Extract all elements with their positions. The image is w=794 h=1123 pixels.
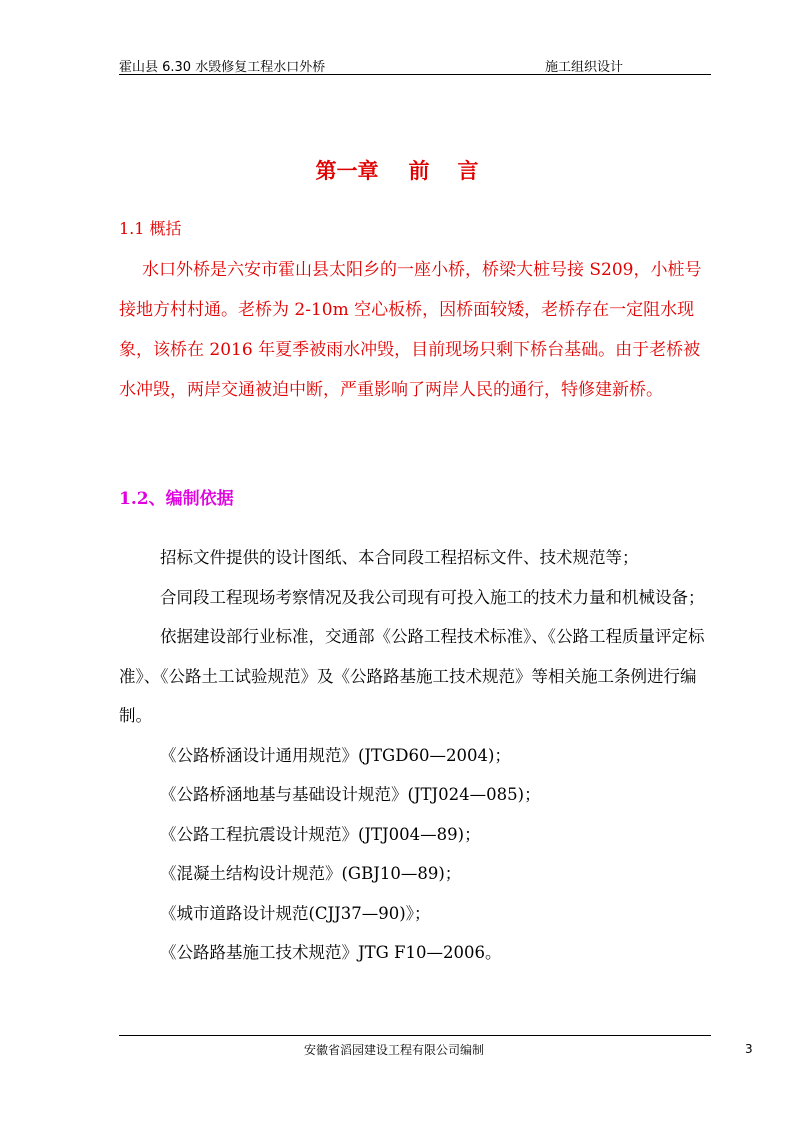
chapter-title (0, 155, 794, 185)
reference-item: 《公路路基施工技术规范》JTG F10—2006。 (160, 943, 502, 962)
page-header (119, 52, 711, 75)
chapter-title-char-2: 言 (457, 158, 479, 183)
reference-item: 《公路桥涵设计通用规范》(JTGD60—2004)； (160, 745, 511, 765)
chapter-title-char-1: 前 (408, 158, 430, 183)
page-footer (119, 1035, 711, 1057)
header-doc-type: 施工组织设计 (545, 60, 624, 75)
reference-item: 《城市道路设计规范(CJJ37—90)》； (160, 903, 431, 923)
chapter-number: 第一章 (315, 158, 379, 183)
basis-paragraph: 合同段工程现场考察情况及我公司现有可投入施工的技术力量和机械设备； (160, 587, 705, 607)
basis-paragraph: 依据建设部行业标准，交通部《公路工程技术标准》、《公路工程质量评定标准》、《公路土工试验规范》及《公路路基施工技术规范》等相关施工条例进行编制。 (119, 627, 705, 725)
reference-item: 《公路工程抗震设计规范》(JTJ004—89)； (160, 824, 481, 844)
reference-item: 《混凝土结构设计规范》(GBJ10—89)； (160, 864, 462, 883)
reference-item: 《公路桥涵地基与基础设计规范》(JTJ024—085)； (160, 785, 541, 804)
page-number: 3 (745, 1042, 753, 1056)
basis-paragraph: 招标文件提供的设计图纸、本合同段工程招标文件、技术规范等； (160, 548, 639, 567)
header-project-title: 霍山县 6.30 水毁修复工程水口外桥 (119, 60, 326, 75)
basis-body (119, 538, 711, 973)
overview-text: 水口外桥是六安市霍山县太阳乡的一座小桥，桥梁大桩号接 S209，小桩号接地方村村通。老桥为 2-10m 空心板桥，因桥面较矮，老桥存在一定阻水现象，该桥在 2016 年夏季被雨水冲毁，目前现场只剩下桥台基础。由于老桥被水冲毁，两岸交通被迫中断，严重影响了两岸人民的通行，特修建新桥。 (119, 260, 702, 400)
footer-company: 安徽省滔园建设工程有限公司编制 (304, 1043, 485, 1057)
section-heading-basis: 1.2、编制依据 (119, 489, 234, 509)
section-heading-overview: 1.1 概括 (119, 219, 182, 238)
overview-paragraph (119, 250, 711, 410)
